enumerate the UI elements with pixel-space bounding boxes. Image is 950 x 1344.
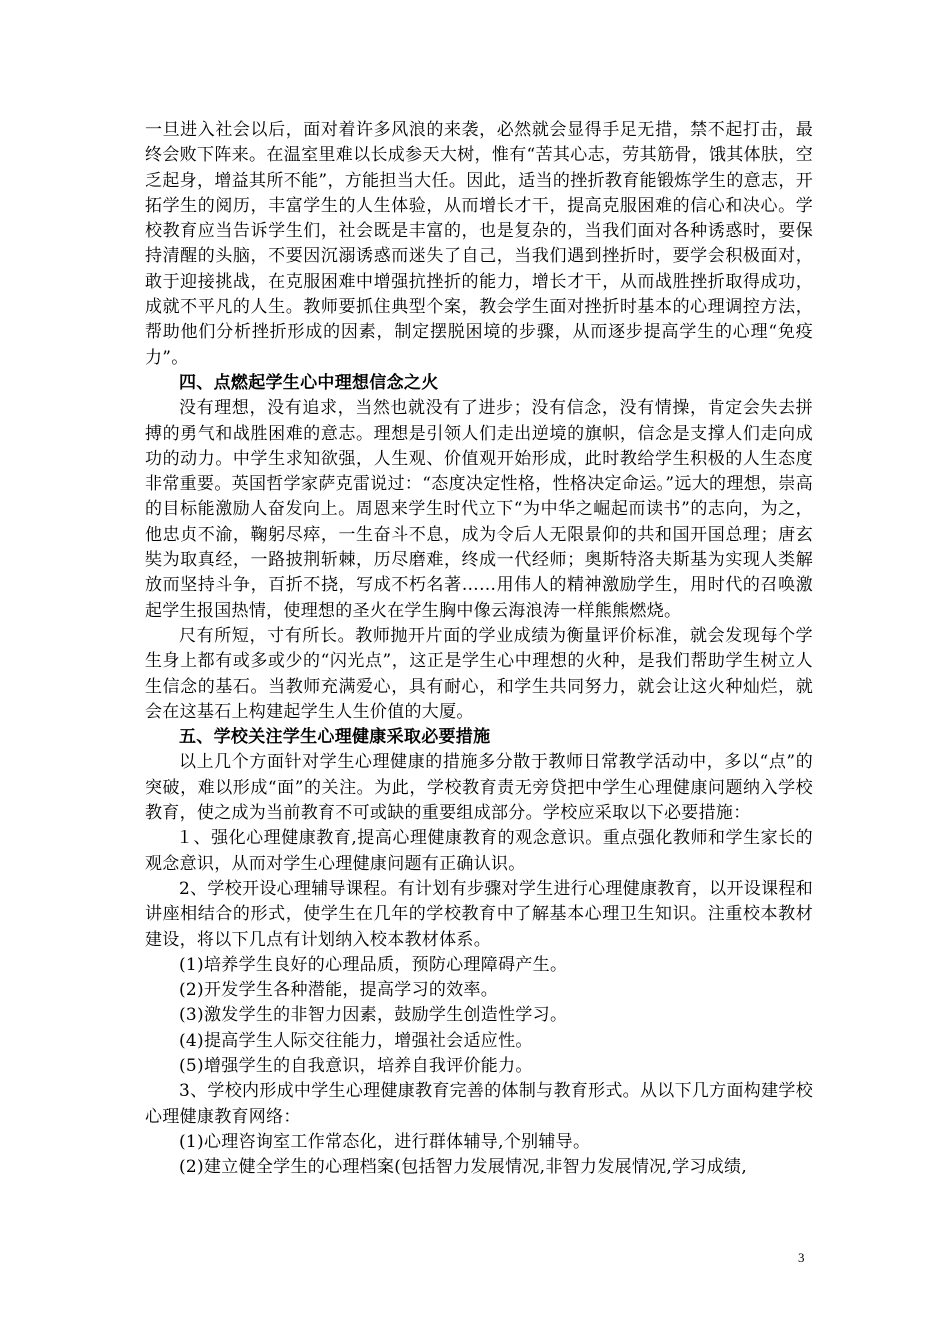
measure-item-1: １、强化心理健康教育,提高心理健康教育的观念意识。重点强化教师和学生家长的观念意识，从而对学生心理健康问题有正确认识。 bbox=[145, 828, 813, 874]
section-heading-4: 四、点燃起学生心中理想信念之火 bbox=[179, 372, 439, 393]
sub-item-4: (4)提高学生人际交往能力，增强社会适应性。 bbox=[179, 1030, 533, 1051]
measure-item-2: 2、学校开设心理辅导课程。有计划有步骤对学生进行心理健康教育，以开设课程和讲座相结合的形式，使学生在几年的学校教育中了解基本心理卫生知识。注重校本教材建设，将以下几点有计划纳入校本教材体系。 bbox=[145, 878, 813, 950]
paragraph-frustration-education: 一旦进入社会以后，面对着许多风浪的来袭，必然就会显得手足无措，禁不起打击，最终会败下阵来。在温室里难以长成参天大树，惟有“苦其心志，劳其筋骨，饿其体肤，空乏起身，增益其所不能”，方能担当大任。因此，适当的挫折教育能锻炼学生的意志，开拓学生的阅历，丰富学生的人生体验，从而增长才干，提高克服困难的信心和决心。学校教育应当告诉学生们，社会既是丰富的，也是复杂的，当我们面对各种诱惑时，要保持清醒的头脑，不要因沉溺诱惑而迷失了自己，当我们遇到挫折时，要学会积极面对，敢于迎接挑战，在克服困难中增强抗挫折的能力，增长才干，从而战胜挫折取得成功，成就不平凡的人生。教师要抓住典型个案，教会学生面对挫折时基本的心理调控方法，帮助他们分析挫折形成的因素，制定摆脱困境的步骤，从而逐步提高学生的心理“免疫力”。 bbox=[145, 120, 813, 368]
document-page bbox=[145, 118, 813, 1180]
network-item-2: (2)建立健全学生的心理档案(包括智力发展情况,非智力发展情况,学习成绩, bbox=[179, 1157, 748, 1178]
sub-item-1: (1)培养学生良好的心理品质，预防心理障碍产生。 bbox=[179, 954, 568, 975]
paragraph-measures-intro: 以上几个方面针对学生心理健康的措施多分散于教师日常教学活动中，多以“点”的突破，难以形成“面”的关注。为此，学校教育责无旁贷把中学生心理健康问题纳入学校教育，使之成为当前教育不可或缺的重要组成部分。学校应采取以下必要措施： bbox=[145, 752, 813, 824]
page-number: 3 bbox=[798, 1250, 805, 1265]
sub-item-3: (3)激发学生的非智力因素，鼓励学生创造性学习。 bbox=[179, 1005, 568, 1026]
paragraph-strengths: 尺有所短，寸有所长。教师抛开片面的学业成绩为衡量评价标准，就会发现每个学生身上都有或多或少的“闪光点”，这正是学生心中理想的火种，是我们帮助学生树立人生信念的基石。当教师充满爱心，具有耐心，和学生共同努力，就会让这火种灿烂，就会在这基石上构建起学生人生价值的大厦。 bbox=[145, 625, 813, 722]
network-item-1: (1)心理咨询室工作常态化，进行群体辅导,个别辅导。 bbox=[179, 1131, 591, 1152]
sub-item-5: (5)增强学生的自我意识，培养自我评价能力。 bbox=[179, 1055, 533, 1076]
measure-item-3: 3、学校内形成中学生心理健康教育完善的体制与教育形式。从以下几方面构建学校心理健康教育网络： bbox=[145, 1081, 813, 1127]
paragraph-ideals: 没有理想，没有追求，当然也就没有了进步；没有信念，没有情操，肯定会失去拼搏的勇气和战胜困难的意志。理想是引领人们走出逆境的旗帜，信念是支撑人们走向成功的动力。中学生求知欲强，人生观、价值观开始形成，此时教给学生积极的人生态度非常重要。英国哲学家萨克雷说过：“态度决定性格，性格决定命运。”远大的理想，崇高的目标能激励人奋发向上。周恩来学生时代立下“为中华之崛起而读书”的志向，为之，他忠贞不渝，鞠躬尽瘁，一生奋斗不息，成为令后人无限景仰的共和国开国总理；唐玄奘为取真经，一路披荆斩棘，历尽磨难，终成一代经师；奥斯特洛夫斯基为实现人类解放而坚持斗争，百折不挠，写成不朽名著……用伟人的精神激励学生，用时代的召唤激起学生报国热情，使理想的圣火在学生胸中像云海浪涛一样熊熊燃烧。 bbox=[145, 398, 813, 621]
sub-item-2: (2)开发学生各种潜能，提高学习的效率。 bbox=[179, 980, 499, 1001]
section-heading-5: 五、学校关注学生心理健康采取必要措施 bbox=[179, 727, 491, 748]
